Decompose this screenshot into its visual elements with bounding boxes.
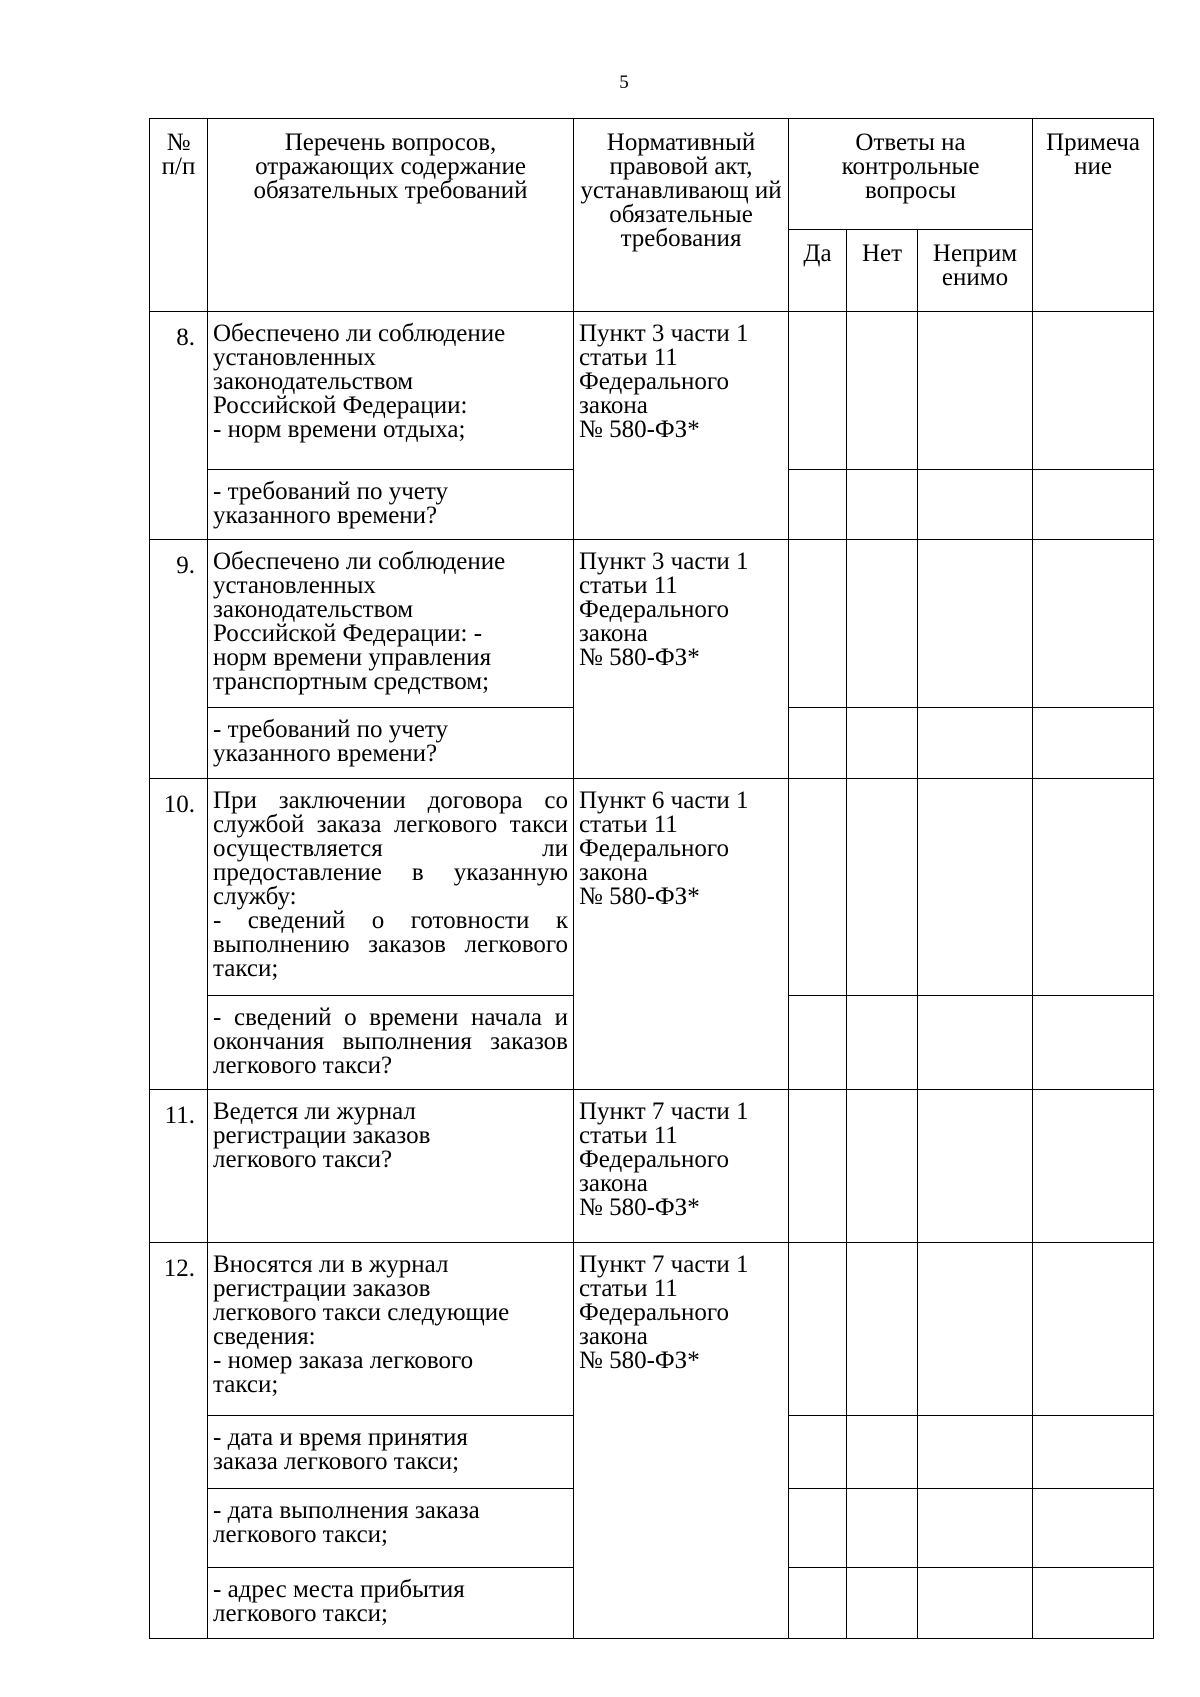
answer-na-cell[interactable]: [918, 312, 1033, 470]
question-text: - дата выполнения заказа легкового такси;: [208, 1489, 574, 1568]
question-text: - сведений о времени начала и окончания выполнения заказов легкового такси?: [208, 996, 574, 1090]
answer-no-cell[interactable]: [847, 1243, 918, 1416]
question-text: - требований по учету указанного времени?: [208, 470, 574, 540]
answer-yes-cell[interactable]: [789, 708, 847, 779]
table-row: [150, 540, 1154, 708]
answer-yes-cell[interactable]: [789, 1090, 847, 1243]
answer-yes-cell[interactable]: [789, 1489, 847, 1568]
table-row: [150, 312, 1154, 470]
answer-yes-cell[interactable]: [789, 1568, 847, 1639]
answer-no-cell[interactable]: [847, 1416, 918, 1489]
header-not-applicable: Неприм енимо: [918, 230, 1033, 312]
question-text: Обеспечено ли соблюдение установленных законодательством Российской Федерации: - норм времени управления транспортным средством;: [208, 540, 574, 708]
header-no: Нет: [847, 230, 918, 312]
table-row: [150, 1243, 1154, 1416]
header-yes: Да: [789, 230, 847, 312]
answer-yes-cell[interactable]: [789, 540, 847, 708]
legal-act: Пункт 3 части 1 статьи 11 Федерального закона № 580-ФЗ*: [574, 312, 789, 540]
answer-na-cell[interactable]: [918, 1489, 1033, 1568]
legal-act: Пункт 6 части 1 статьи 11 Федерального закона № 580-ФЗ*: [574, 779, 789, 1090]
note-cell[interactable]: [1033, 470, 1154, 540]
answer-no-cell[interactable]: [847, 1568, 918, 1639]
header-answers: Ответы на контрольные вопросы: [789, 119, 1033, 230]
answer-na-cell[interactable]: [918, 708, 1033, 779]
header-note: Примеча ние: [1033, 119, 1154, 312]
question-text: - адрес места прибытия легкового такси;: [208, 1568, 574, 1639]
answer-na-cell[interactable]: [918, 1568, 1033, 1639]
answer-na-cell[interactable]: [918, 779, 1033, 996]
header-questions: Перечень вопросов, отражающих содержание обязательных требований: [208, 119, 574, 312]
question-text: - дата и время принятия заказа легкового такси;: [208, 1416, 574, 1489]
answer-no-cell[interactable]: [847, 996, 918, 1090]
note-cell[interactable]: [1033, 779, 1154, 996]
legal-act: Пункт 7 части 1 статьи 11 Федерального закона № 580-ФЗ*: [574, 1243, 789, 1639]
table-row: [150, 779, 1154, 996]
row-number: 9.: [150, 540, 208, 779]
note-cell[interactable]: [1033, 1489, 1154, 1568]
question-text: Обеспечено ли соблюдение установленных законодательством Российской Федерации: - норм времени отдыха;: [208, 312, 574, 470]
question-text: - требований по учету указанного времени?: [208, 708, 574, 779]
answer-yes-cell[interactable]: [789, 312, 847, 470]
note-cell[interactable]: [1033, 1416, 1154, 1489]
answer-no-cell[interactable]: [847, 708, 918, 779]
header-num: № п/п: [150, 119, 208, 312]
answer-na-cell[interactable]: [918, 470, 1033, 540]
note-cell[interactable]: [1033, 708, 1154, 779]
answer-yes-cell[interactable]: [789, 1416, 847, 1489]
page-number: 5: [619, 72, 629, 93]
header-act: Нормативный правовой акт, устанавливающ ий обязательные требования: [574, 119, 789, 312]
row-number: 12.: [150, 1243, 208, 1639]
answer-no-cell[interactable]: [847, 1489, 918, 1568]
answer-yes-cell[interactable]: [789, 779, 847, 996]
answer-no-cell[interactable]: [847, 312, 918, 470]
answer-no-cell[interactable]: [847, 540, 918, 708]
question-text: Вносятся ли в журнал регистрации заказов легкового такси следующие сведения: - номер заказа легкового такси;: [208, 1243, 574, 1416]
answer-na-cell[interactable]: [918, 540, 1033, 708]
note-cell[interactable]: [1033, 1090, 1154, 1243]
legal-act: Пункт 7 части 1 статьи 11 Федерального закона № 580-ФЗ*: [574, 1090, 789, 1243]
note-cell[interactable]: [1033, 1243, 1154, 1416]
table-row: [150, 1090, 1154, 1243]
answer-na-cell[interactable]: [918, 1416, 1033, 1489]
row-number: 10.: [150, 779, 208, 1090]
answer-na-cell[interactable]: [918, 1243, 1033, 1416]
answer-no-cell[interactable]: [847, 1090, 918, 1243]
legal-act: Пункт 3 части 1 статьи 11 Федерального закона № 580-ФЗ*: [574, 540, 789, 779]
answer-yes-cell[interactable]: [789, 1243, 847, 1416]
checklist-table: [149, 118, 1154, 1639]
answer-no-cell[interactable]: [847, 779, 918, 996]
question-text: При заключении договора со службой заказа легкового такси осуществляется ли предоставление в указанную службу: - сведений о готовности к выполнению заказов легкового такси;: [208, 779, 574, 996]
answer-na-cell[interactable]: [918, 1090, 1033, 1243]
answer-yes-cell[interactable]: [789, 996, 847, 1090]
note-cell[interactable]: [1033, 312, 1154, 470]
answer-no-cell[interactable]: [847, 470, 918, 540]
row-number: 8.: [150, 312, 208, 540]
answer-yes-cell[interactable]: [789, 470, 847, 540]
note-cell[interactable]: [1033, 996, 1154, 1090]
question-text: Ведется ли журнал регистрации заказов легкового такси?: [208, 1090, 574, 1243]
note-cell[interactable]: [1033, 1568, 1154, 1639]
row-number: 11.: [150, 1090, 208, 1243]
note-cell[interactable]: [1033, 540, 1154, 708]
answer-na-cell[interactable]: [918, 996, 1033, 1090]
